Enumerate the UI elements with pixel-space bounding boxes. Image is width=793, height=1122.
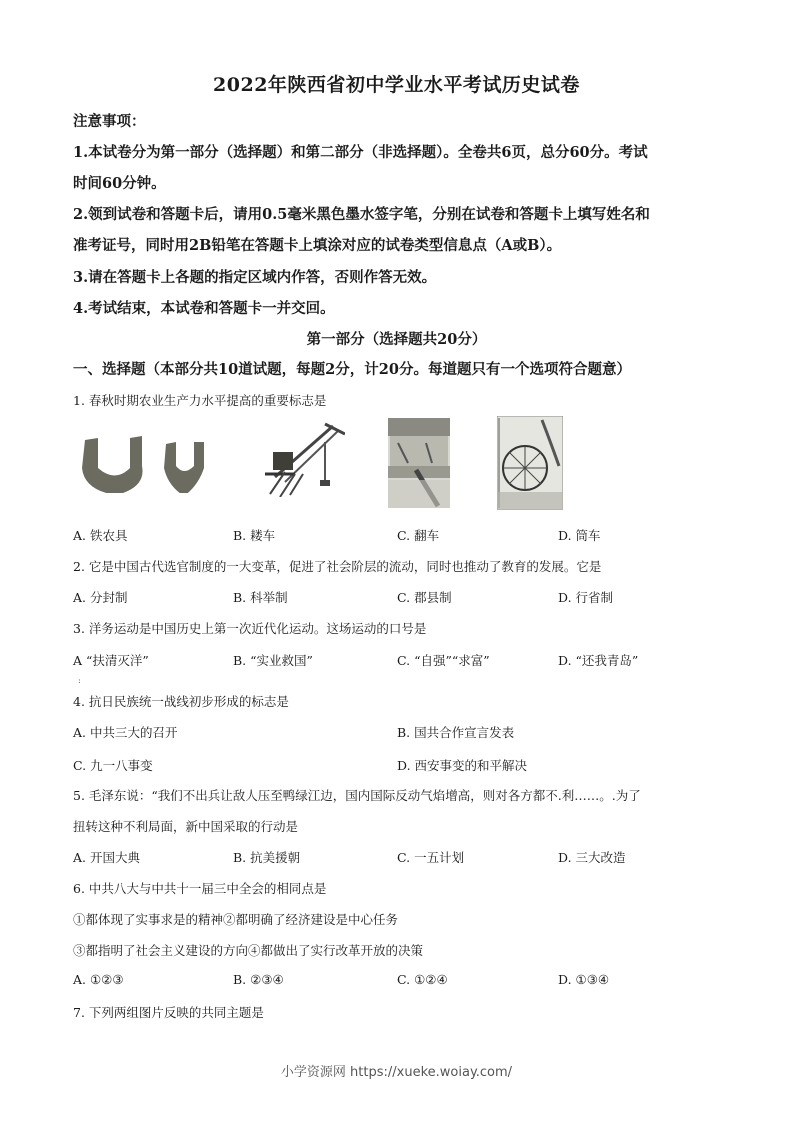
exam-title: 2022年陕西省初中学业水平考试历史试卷 (213, 74, 580, 96)
question-5-stem-line-1: 5. 毛泽东说：“我们不出兵让敌人压至鸭绿江边，国内国际反动气焰增高，则对各方都不.利……。.为了 (73, 788, 641, 803)
question-2-option-d[interactable]: D. 行省制 (558, 590, 614, 605)
question-6-option-c[interactable]: C. ①②④ (397, 972, 448, 987)
question-4-stem: 4. 抗日民族统一战线初步形成的标志是 (73, 694, 289, 709)
note-3: 3.请在答题卡上各题的指定区域内作答，否则作答无效。 (73, 269, 437, 286)
part1-heading: 第一部分（选择题共20分） (306, 331, 487, 348)
question-6-option-a[interactable]: A. ①②③ (73, 972, 124, 987)
question-1-option-d[interactable]: D. 筒车 (558, 528, 601, 543)
square-pallet-chain-pump-image (388, 418, 450, 508)
question-3-option-d[interactable]: D. “还我青岛” (558, 653, 639, 668)
question-1-stem: 1. 春秋时期农业生产力水平提高的重要标志是 (73, 393, 327, 408)
tube-water-wheel-image (497, 416, 563, 510)
question-4-option-c[interactable]: C. 九一八事变 (73, 758, 153, 773)
question-3-option-b[interactable]: B. “实业救国” (233, 653, 313, 668)
question-3-option-a[interactable]: A “扶清灭洋” (73, 653, 149, 668)
section1-heading: 一、选择题（本部分共10道试题，每题2分，计20分。每道题只有一个选项符合题意） (73, 361, 631, 378)
question-5-option-a[interactable]: A. 开国大典 (73, 850, 140, 865)
question-7-stem: 7. 下列两组图片反映的共同主题是 (73, 1005, 264, 1020)
question-5-option-b[interactable]: B. 抗美援朝 (233, 850, 301, 865)
note-1-line-1: 1.本试卷分为第一部分（选择题）和第二部分（非选择题）。全卷共6页，总分60分。考试 (73, 144, 648, 161)
note-2-line-2: 准考证号，同时用2B铅笔在答题卡上填涂对应的试卷类型信息点（A或B）。 (73, 237, 562, 254)
note-4: 4.考试结束，本试卷和答题卡一并交回。 (73, 300, 335, 317)
question-6-statement-2: ③都指明了社会主义建设的方向④都做出了实行改革开放的决策 (73, 943, 424, 958)
question-6-option-d[interactable]: D. ①③④ (558, 972, 610, 987)
footer-watermark: 小学资源网 https://xueke.woiay.com/ (280, 1065, 513, 1080)
question-3-stem: 3. 洋务运动是中国历史上第一次近代化运动。这场运动的口号是 (73, 621, 427, 636)
question-5-option-d[interactable]: D. 三大改造 (558, 850, 626, 865)
question-2-option-b[interactable]: B. 科举制 (233, 590, 288, 605)
question-2-option-a[interactable]: A. 分封制 (73, 590, 128, 605)
note-1-line-2: 时间60分钟。 (73, 175, 166, 192)
notes-heading: 注意事项： (73, 113, 146, 130)
seed-drill-image (255, 422, 345, 497)
iron-farm-tools-image (80, 428, 215, 493)
question-6-statement-1: ①都体现了实事求是的精神②都明确了经济建设是中心任务 (73, 912, 399, 927)
question-1-option-c[interactable]: C. 翻车 (397, 528, 440, 543)
question-5-stem-line-2: 扭转这种不利局面，新中国采取的行动是 (73, 819, 299, 834)
note-2-line-1: 2.领到试卷和答题卡后，请用0.5毫米黑色墨水签字笔，分别在试卷和答题卡上填写姓名和 (73, 206, 650, 223)
stray-mark: : (78, 676, 81, 685)
question-4-option-a[interactable]: A. 中共三大的召开 (73, 725, 178, 740)
question-6-stem: 6. 中共八大与中共十一届三中全会的相同点是 (73, 881, 327, 896)
question-5-option-c[interactable]: C. 一五计划 (397, 850, 465, 865)
question-3-option-c[interactable]: C. “自强”“求富” (397, 653, 490, 668)
question-4-option-b[interactable]: B. 国共合作宣言发表 (397, 725, 515, 740)
question-4-option-d[interactable]: D. 西安事变的和平解决 (397, 758, 528, 773)
question-1-option-b[interactable]: B. 耧车 (233, 528, 276, 543)
question-6-option-b[interactable]: B. ②③④ (233, 972, 284, 987)
question-1-option-a[interactable]: A. 铁农具 (73, 528, 128, 543)
question-2-stem: 2. 它是中国古代选官制度的一大变革，促进了社会阶层的流动，同时也推动了教育的发展。它是 (73, 559, 602, 574)
question-2-option-c[interactable]: C. 郡县制 (397, 590, 452, 605)
